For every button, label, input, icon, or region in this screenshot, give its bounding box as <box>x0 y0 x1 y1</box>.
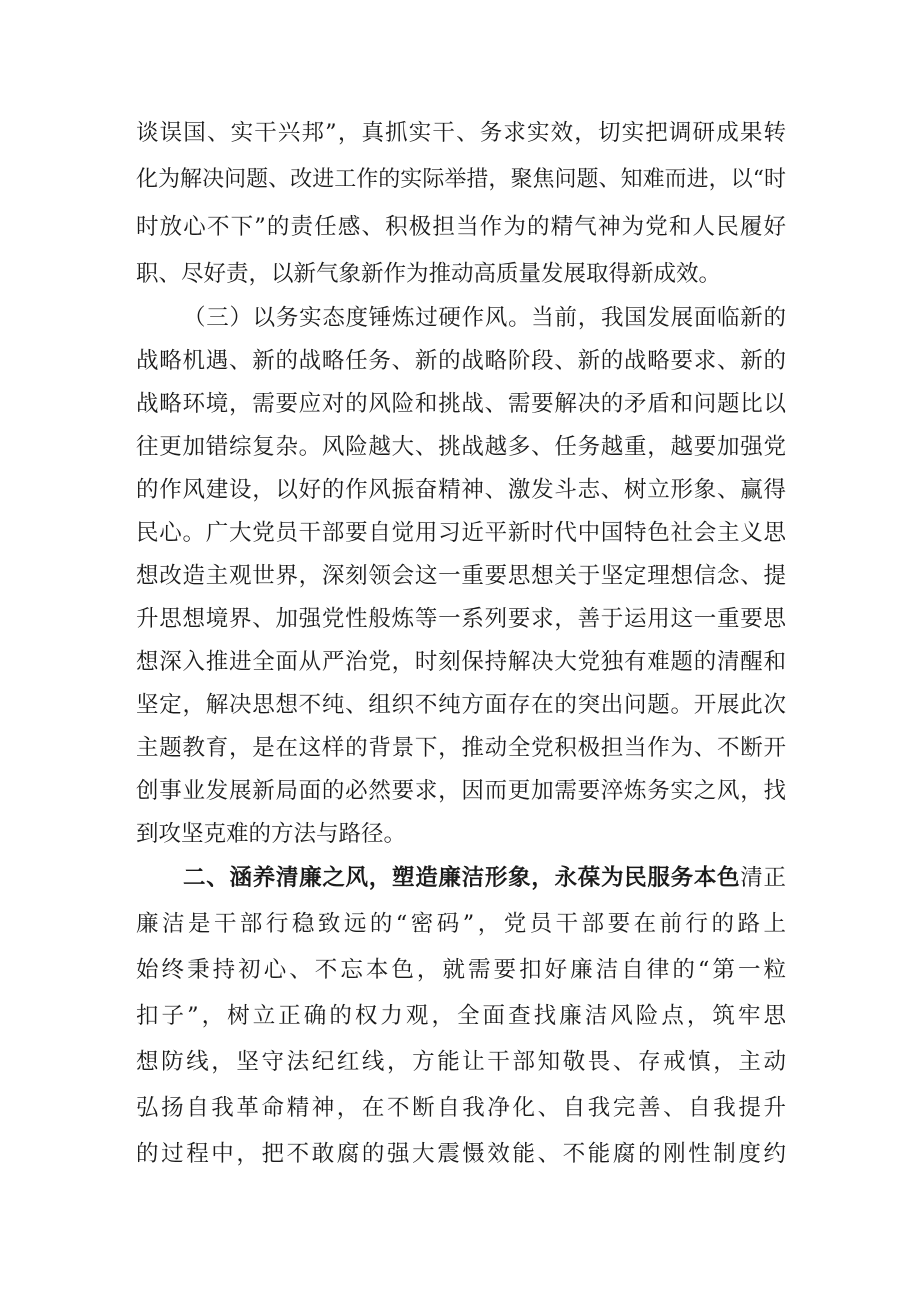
text-line: 弘扬自我革命精神，在不断自我净化、自我完善、自我提升 <box>136 1095 786 1121</box>
text-line: 到攻坚克难的方法与路径。 <box>136 821 407 847</box>
section-heading-line <box>183 858 786 898</box>
text-line: 想改造主观世界，深刻领会这一重要思想关于坚定理想信念、提 <box>136 563 786 589</box>
text-line: 的过程中，把不敢腐的强大震慑效能、不能腐的刚性制度约 <box>136 1141 786 1167</box>
text-line: 战略机遇、新的战略任务、新的战略阶段、新的战略要求、新的 <box>136 348 786 374</box>
text-line: 谈误国、实干兴邦”，真抓实干、务求实效，切实把调研成果转 <box>136 120 786 146</box>
section-heading-tail: 清正 <box>740 865 786 891</box>
text-line: 想防线，坚守法纪红线，方能让干部知敬畏、存戒慎，主动 <box>136 1049 786 1075</box>
text-line: 职、尽好责，以新气象新作为推动高质量发展取得新成效。 <box>136 261 722 287</box>
text-line: 往更加错综复杂。风险越大、挑战越多、任务越重，越要加强党 <box>136 434 786 460</box>
text-line: 的作风建设，以好的作风振奋精神、激发斗志、树立形象、赢得 <box>136 477 786 503</box>
text-line: 坚定，解决思想不纯、组织不纯方面存在的突出问题。开展此次 <box>136 692 786 718</box>
text-line: 扣子”，树立正确的权力观，全面查找廉洁风险点，筑牢思 <box>136 1003 786 1029</box>
text-line: 廉洁是干部行稳致远的“密码”，党员干部要在前行的路上 <box>136 911 786 937</box>
text-line: 民心。广大党员干部要自觉用习近平新时代中国特色社会主义思 <box>136 520 786 546</box>
text-line: 时放心不下”的责任感、积极担当作为的精气神为党和人民履好 <box>136 214 786 240</box>
section-heading: 二、涵养清廉之风，塑造廉洁形象，永葆为民服务本色 <box>183 865 741 891</box>
text-line: 主题教育，是在这样的背景下，推动全党积极担当作为、不断开 <box>136 735 786 761</box>
section-three-first-line: （三）以务实态度锤炼过硬作风。当前，我国发展面临新的 <box>183 305 786 331</box>
text-line: 战略环境，需要应对的风险和挑战、需要解决的矛盾和问题比以 <box>136 391 786 417</box>
text-line: 始终秉持初心、不忘本色，就需要扣好廉洁自律的“第一粒 <box>136 957 786 983</box>
text-line: 想深入推进全面从严治党，时刻保持解决大党独有难题的清醒和 <box>136 649 786 675</box>
text-line: 化为解决问题、改进工作的实际举措，聚焦问题、知难而进，以“时 <box>136 167 786 192</box>
text-line: 升思想境界、加强党性般炼等一系列要求，善于运用这一重要思 <box>136 606 786 632</box>
text-line: 创事业发展新局面的必然要求，因而更加需要淬炼务实之风，找 <box>136 778 786 804</box>
